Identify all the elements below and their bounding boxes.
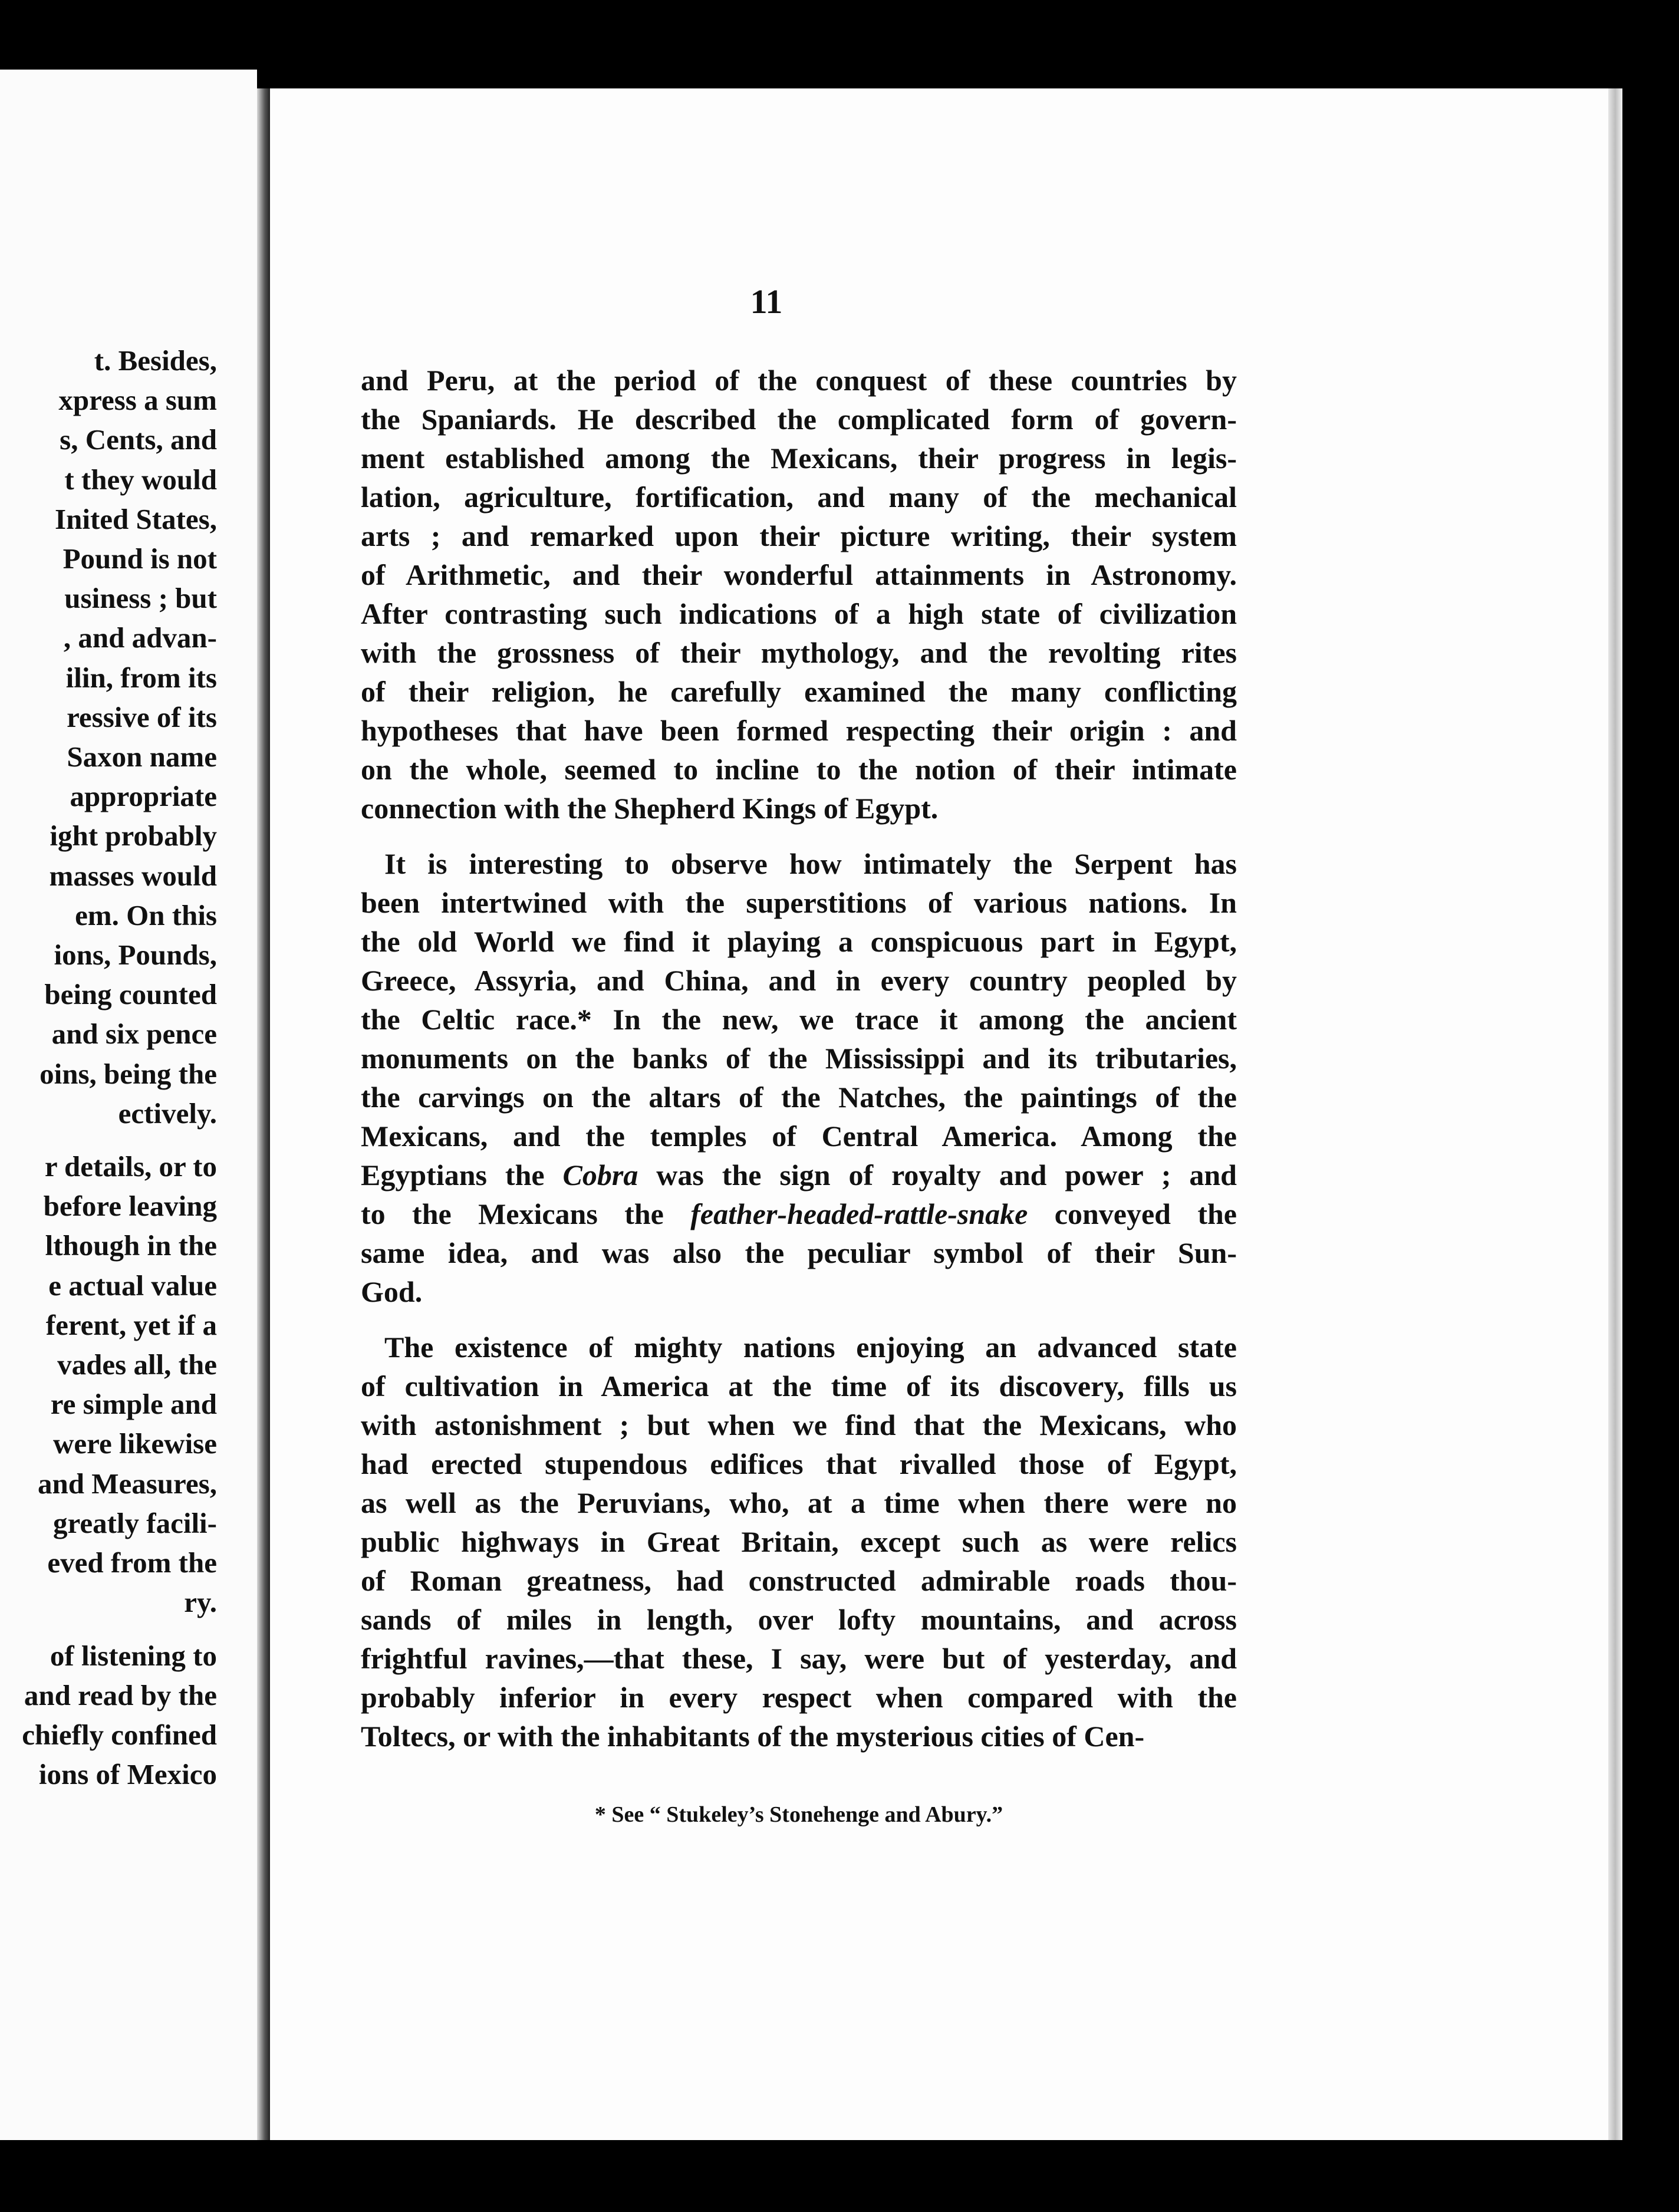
text-line: of Arithmetic, and their wonderful attainments in Astronomy. <box>361 558 1237 591</box>
page-number: 11 <box>750 282 783 321</box>
text-line: Egyptians the Cobra was the sign of royalty and power ; and <box>361 1158 1237 1191</box>
paragraph <box>361 1328 1237 1756</box>
body-text <box>361 361 1237 1756</box>
left-page-line: masses would <box>49 859 217 892</box>
left-page-line: were likewise <box>52 1427 217 1460</box>
text-line: monuments on the banks of the Mississippi and its tributaries, <box>361 1042 1237 1075</box>
left-page-line: , and advan- <box>63 621 217 654</box>
text-line: arts ; and remarked upon their picture writing, their system <box>361 519 1237 552</box>
left-page-line: r details, or to <box>44 1150 217 1183</box>
text-line: God. <box>361 1275 423 1308</box>
left-page-line: t they would <box>64 463 217 496</box>
left-page-line: em. On this <box>75 898 217 931</box>
left-page-line: ectively. <box>118 1097 217 1130</box>
text-line: connection with the Shepherd Kings of Egypt. <box>361 792 939 825</box>
left-page-line: eved from the <box>47 1546 217 1579</box>
text-line: of Roman greatness, had constructed admirable roads thou- <box>361 1564 1237 1597</box>
left-page-line: s, Cents, and <box>60 423 217 456</box>
left-page-line: oins, being the <box>39 1057 217 1090</box>
left-page-text <box>0 341 217 1794</box>
text-line: hypotheses that have been formed respecting their origin : and <box>361 714 1237 747</box>
left-page-line: ight probably <box>50 819 217 852</box>
text-line: same idea, and was also the peculiar symbol of their Sun- <box>361 1236 1237 1269</box>
left-page-line: chiefly confined <box>22 1718 217 1751</box>
text-line: with astonishment ; but when we find that the Mexicans, who <box>361 1408 1237 1441</box>
left-page-line: ions, Pounds, <box>54 939 217 972</box>
left-page-line: and read by the <box>24 1678 217 1711</box>
page-edge <box>1608 88 1622 2140</box>
text-line: the Celtic race.* In the new, we trace it among the ancient <box>361 1003 1237 1036</box>
text-line: of cultivation in America at the time of its discovery, fills us <box>361 1370 1237 1403</box>
text-line: as well as the Peruvians, who, at a time when there were no <box>361 1486 1237 1519</box>
italic-term: feather-headed-rattle-snake <box>690 1197 1028 1230</box>
left-page-line: usiness ; but <box>64 582 217 615</box>
left-page-line: t. Besides, <box>94 344 217 377</box>
italic-term: Cobra <box>562 1158 638 1191</box>
left-page-line: ry. <box>184 1586 217 1619</box>
book-gutter <box>257 88 270 2140</box>
text-line: sands of miles in length, over lofty mountains, and across <box>361 1603 1237 1636</box>
left-page-line: appropriate <box>70 780 217 813</box>
left-page-line: Saxon name <box>67 740 217 773</box>
text-line: of their religion, he carefully examined the many conflicting <box>361 675 1237 708</box>
text-line: Greece, Assyria, and China, and in every country peopled by <box>361 964 1237 997</box>
paragraph <box>361 844 1237 1311</box>
left-page-line: ions of Mexico <box>38 1758 217 1791</box>
text-line: the old World we find it playing a conspicuous part in Egypt, <box>361 925 1237 958</box>
text-line: to the Mexicans the feather-headed-rattle-snake conveyed the <box>361 1197 1237 1230</box>
text-line: It is interesting to observe how intimately the Serpent has <box>384 847 1237 880</box>
text-line: lation, agriculture, fortification, and many of the mechanical <box>361 480 1237 514</box>
left-page-line: being counted <box>44 978 217 1011</box>
text-line: frightful ravines,—that these, I say, were but of yesterday, and <box>361 1642 1237 1675</box>
left-page-line: and Measures, <box>37 1467 217 1500</box>
footnote: * See “ Stukeley’s Stonehenge and Abury.” <box>594 1802 1003 1827</box>
left-page-line: and six pence <box>51 1018 217 1051</box>
text-line: After contrasting such indications of a high state of civilization <box>361 597 1237 630</box>
left-page-line: vades all, the <box>57 1348 217 1381</box>
left-page-line: before leaving <box>43 1190 217 1223</box>
left-page-line: of listening to <box>50 1639 217 1672</box>
text-line: Mexicans, and the temples of Central America. Among the <box>361 1120 1237 1153</box>
text-line: ment established among the Mexicans, their progress in legis- <box>361 442 1237 475</box>
left-page-line: ferent, yet if a <box>45 1308 217 1341</box>
text-line: public highways in Great Britain, except such as were relics <box>361 1525 1237 1558</box>
text-line: Toltecs, or with the inhabitants of the mysterious cities of Cen- <box>361 1720 1145 1753</box>
left-page-line: Inited States, <box>55 502 217 535</box>
text-line: and Peru, at the period of the conquest of these countries by <box>361 364 1237 397</box>
left-page-gap <box>0 1133 217 1147</box>
left-page-line: xpress a sum <box>58 384 217 417</box>
left-page-line: ilin, from its <box>65 661 217 694</box>
text-line: with the grossness of their mythology, and the revolting rites <box>361 636 1237 669</box>
left-page-gap <box>0 1622 217 1636</box>
left-page-line: e actual value <box>48 1269 217 1302</box>
left-page-line: Pound is not <box>62 542 217 575</box>
text-line: on the whole, seemed to incline to the notion of their intimate <box>361 753 1237 786</box>
left-page-line: greatly facili- <box>52 1506 217 1539</box>
left-page-line: lthough in the <box>45 1229 217 1262</box>
text-line: had erected stupendous edifices that rivalled those of Egypt, <box>361 1447 1237 1480</box>
text-line: been intertwined with the superstitions of various nations. In <box>361 886 1237 919</box>
text-line: The existence of mighty nations enjoying an advanced state <box>384 1331 1237 1364</box>
left-page-line: ressive of its <box>67 700 217 733</box>
text-line: the carvings on the altars of the Natches, the paintings of the <box>361 1081 1237 1114</box>
paragraph <box>361 361 1237 828</box>
text-line: probably inferior in every respect when compared with the <box>361 1681 1237 1714</box>
text-line: the Spaniards. He described the complicated form of govern- <box>361 403 1237 436</box>
left-page-line: re simple and <box>50 1388 217 1421</box>
